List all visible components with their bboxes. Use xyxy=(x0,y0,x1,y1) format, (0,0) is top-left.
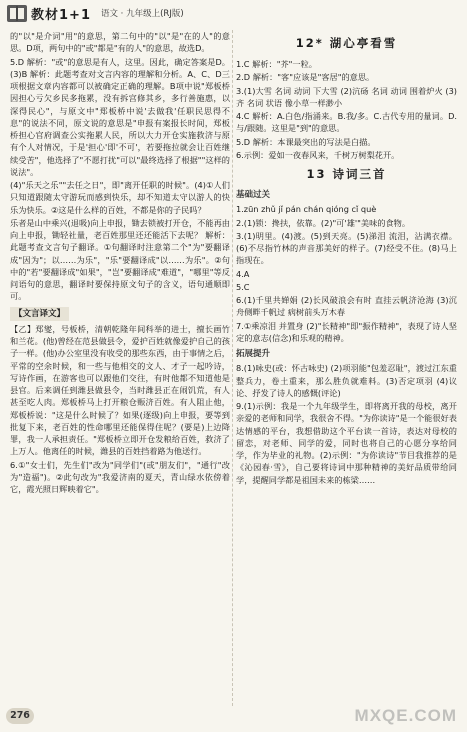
answer-item: 9.(1)示例：我是一个九年级学生，即将离开我的母校，离开亲爱的老师和同学，我很舍不得。"为你读诗"是一个能很好表达情感的平台，我想借助这个平台读一首诗，表达对母校的留恋，对老师、同学的爱，同时也将自己的心愿分享给同学，作为毕业的礼物。(2)示例："为你读诗"节目我推荐的是《沁园春·雪》，自己要将诗词中那种精神的美好品质带给同学，提醒同学都是祖国未来的栋梁…… xyxy=(236,401,457,485)
answer-item: 3.(1)大雪 名词 动词 下大雪 (2)沆砀 名词 动词 围着炉火 (3)齐 名词 状语 像小草一样渺小 xyxy=(236,85,457,108)
answer-item: 8.(1)咏史(或：怀古咏史) (2)项羽能"包羞忍耻"，渡过江东重整兵力，卷土重来，那么胜负就难料。(3)否定项羽 (4)议论、抒发了诗人的感慨(评论) xyxy=(236,363,457,398)
page-number: 276 xyxy=(6,708,34,724)
page-header xyxy=(0,0,467,26)
translation-paragraph: 【乙】郑燮，号板桥，清朝乾隆年间科举的进士，擅长画竹和兰花。(他)曾经在范县做县令，爱护百姓就像爱护自己的孩子一样。(他)办公室里没有收受的那些东西，由于事情之后，平常的空余时候，和一些与他相交的文人、才子一起吟诗，写诗作画，在游客也可以跟他们交往，有时他都不知道他是县官。后来调任到潍县做县令，当时潍县正在闹饥荒，有人甚至吃人肉。郑板桥马上打开粮仓赈济百姓。有人阻止他，郑板桥说："这是什么时候了？如果(逐级)向上申报，要等到批复下来，老百姓的性命哪里还能保得住呢？(要是)上边降罪，我一人承担责任。"郑板桥立即开仓发粮给百姓，救济了上万人。他离任的时候，潍县的百姓挡着路为他送行。 xyxy=(10,323,230,457)
answer-item: 2.D 解析："客"应该是"客居"的意思。 xyxy=(236,72,375,83)
left-column xyxy=(10,30,230,706)
answer-paragraph: 的"以"是介词"用"的意思，第二句中的"以"是"在的人"的意思。D项，两句中的"或"都是"有的人"的意思，故选D。 xyxy=(10,31,230,54)
answer-item: 1.zūn zhǔ jǐ pán chán qióng cǐ què xyxy=(236,204,377,215)
answer-item: 6.示例：爱如一夜春风来，千树万树梨花开。 xyxy=(236,149,400,160)
answer-paragraph: 5.D 解析："或"的意思是有人，这里。因此，确定答案是D。(3)B 解析：此题考查对文言内容的理解和分析。A、C、D三项根据文章内容都可以被确定正确的理解。B项中说"郑板桥因担心亏欠乡民多拖累，没有拆宫修其乡，多行善施惠，以深得民心"，与原文中"郑板桥中说'去做我'任职民思得不息"的说法不同，原文说的意思是"申报有案报长时间，郑板桥担心官府调查公实拖累人民，所以大力开仓实施救济与原有个人对情况，于是'担心'即'不可'，若要拖拉就会让百姓继续受苦"，他选择了"不愿打扰"可以"最终选择了根据""这样的说法"。 xyxy=(10,56,230,177)
column-divider xyxy=(232,30,233,706)
lesson-13-title: 13 诗词三首 xyxy=(306,167,387,181)
answer-paragraph: (4)"乐天之乐""去任之日"，即"离开任职的时候"。(4)①人们只知道跟随太守游玩而感到快乐，却不知道太守以游人的快乐为快乐。②这是什么样的百姓，不都是你的子民吗？ xyxy=(10,180,230,215)
extension-section-heading: 拓展提升 xyxy=(236,349,271,359)
answer-item: 4.A xyxy=(236,268,250,279)
answer-paragraph: 6.①"女士们，先生们"改为"同学们"(或"朋友们"，"通行"改为"造福")。②此句改为"我爱济南的夏天，青山绿水依傍着它，霞光照日辉映着它"。 xyxy=(10,459,230,494)
answer-item: 3.(1)明里。(4)渡。(5)到天亮。(5)涕泪 流泪，沾满衣襟。(6)不尽指竹林的声音那美好的样子。(7)经受不住。(8)马上指现在。 xyxy=(236,230,457,266)
answer-item: 2.(1)锁：搀扶，依靠。(2)"可'雄'"美味的食物。 xyxy=(236,217,411,228)
answer-item: 4.C 解析：A.白色/指涌来。B.我/多。C.古代专用的量词。D.与/跟随。这里是"到"的意思。 xyxy=(236,111,457,134)
right-column xyxy=(236,30,457,706)
answer-item: 7.①乘凉泪 并置身 (2)"长精神"即"振作精神"，表现了诗人坚定的意志(信念)和乐观的精神。 xyxy=(236,320,457,343)
answer-item: 5.D 解析：本课最突出的写法是白描。 xyxy=(236,136,376,147)
answer-paragraph: 乐者是山中乘兴(退吸)向上申报，锄去锁被打开仓，不能再由向上申报，锄轻社量，老百姓那里还还能活下去呢？ 解析：此题考查文言句子翻译。①句翻译时注意第二个"为"要翻译成"因为"；以……为乐"，"乐"要翻译成"以……为乐"。②句中的"若"要翻译成"如果"，"岂"要翻译成"难道"，"哪里"等反问语句的意思，翻译时要保持原文句子的含义，语句通顺即可。 xyxy=(10,217,230,302)
lesson-12-title: 12* 湖心亭看雪 xyxy=(295,36,398,50)
answer-item: 5.C xyxy=(236,281,250,292)
book-title: 教材1+1 xyxy=(31,7,91,23)
translation-section-title: 【文言译文】 xyxy=(10,307,69,321)
site-watermark: MXQE.COM xyxy=(354,706,457,725)
basic-section-heading: 基础过关 xyxy=(236,190,271,200)
book-logo-icon xyxy=(6,2,28,24)
answer-item: 1.C 解析："芥"一粒。 xyxy=(236,59,317,69)
answer-item: 6.(1)千里共婵娟 (2)长风破浪会有时 直挂云帆济沧海 (3)沉舟侧畔千帆过 病树前头万木春 xyxy=(236,295,457,318)
book-subtitle: 语文 · 九年级上(RJ版) xyxy=(100,9,184,19)
